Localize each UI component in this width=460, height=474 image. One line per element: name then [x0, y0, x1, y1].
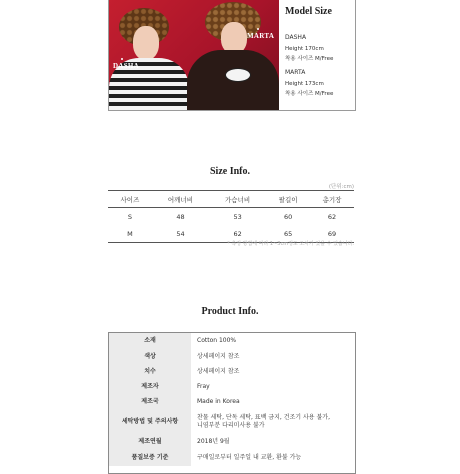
table-cell: 65 [266, 225, 310, 243]
model-name: MARTA [285, 69, 306, 76]
table-cell: 69 [310, 225, 354, 243]
table-cell: 54 [152, 225, 209, 243]
row-value-continued: 니염부분 다리미사용 불가 [197, 422, 265, 429]
model-height: Height 173cm [285, 81, 324, 87]
unit-label: (단위:cm) [328, 184, 354, 190]
row-value: 2018년 9월 [197, 438, 230, 445]
sweatshirt-logo [225, 68, 251, 82]
row-value: 상세페이지 참조 [197, 353, 240, 360]
model-worn-size: 착용 사이즈 M/Free [285, 91, 334, 97]
size-table-header [108, 191, 354, 208]
row-label: 세탁방법 및 주의사항 [109, 410, 191, 434]
row-value: Cotton 100% [197, 337, 237, 344]
model-size-panel [108, 0, 356, 111]
table-cell: 48 [176, 212, 185, 221]
column-header: 어깨너비 [152, 191, 209, 208]
row-value: Made in Korea [197, 398, 240, 405]
table-cell: 53 [233, 212, 242, 221]
table-row [108, 208, 354, 226]
table-cell: S [127, 212, 133, 221]
row-label: 치수 [109, 364, 191, 379]
model-worn-size: 착용 사이즈 M/Free [285, 56, 334, 62]
row-value: 구매일로부터 일주일 내 교환, 환불 가능 [197, 454, 302, 461]
model-left-face [133, 26, 159, 60]
photo-label-marta: MARTA [247, 32, 275, 40]
model-height: Height 170cm [285, 46, 324, 52]
column-header: 사이즈 [108, 191, 152, 208]
table-cell: M [108, 225, 152, 243]
product-info-table [108, 332, 356, 474]
row-label: 소재 [109, 333, 191, 349]
size-info-title: Size Info. [210, 166, 250, 177]
row-value: 상세페이지 참조 [197, 368, 240, 375]
table-row [109, 333, 355, 349]
photo-label-dasha: DASHA [113, 62, 140, 70]
row-value: Fray [197, 383, 210, 390]
row-value: 찬물 세탁, 단독 세탁, 표백 금지, 건조기 사용 불가, [197, 414, 331, 421]
label-dot [121, 58, 123, 60]
size-table [108, 190, 354, 243]
column-header: 팔길이 [266, 191, 310, 208]
label-dot [257, 28, 259, 30]
measurement-note: * 측정 방법에 따라 1~3cm정도 오차가 있을 수 있습니다. [227, 241, 354, 247]
table-cell: 60 [283, 212, 293, 221]
row-label: 제조자 [109, 379, 191, 394]
row-label: 품질보증 기준 [109, 450, 191, 466]
row-label: 제조국 [109, 394, 191, 410]
model-photo [109, 0, 279, 110]
model-size-title: Model Size [285, 6, 332, 17]
table-cell: 62 [327, 212, 337, 221]
model-name: DASHA [285, 34, 307, 41]
column-header: 가슴너비 [209, 191, 266, 208]
table-cell: 62 [209, 225, 266, 243]
product-info-title: Product Info. [201, 306, 259, 317]
column-header: 총기장 [310, 191, 354, 208]
row-label: 제조연월 [109, 434, 191, 450]
row-label: 색상 [109, 349, 191, 364]
